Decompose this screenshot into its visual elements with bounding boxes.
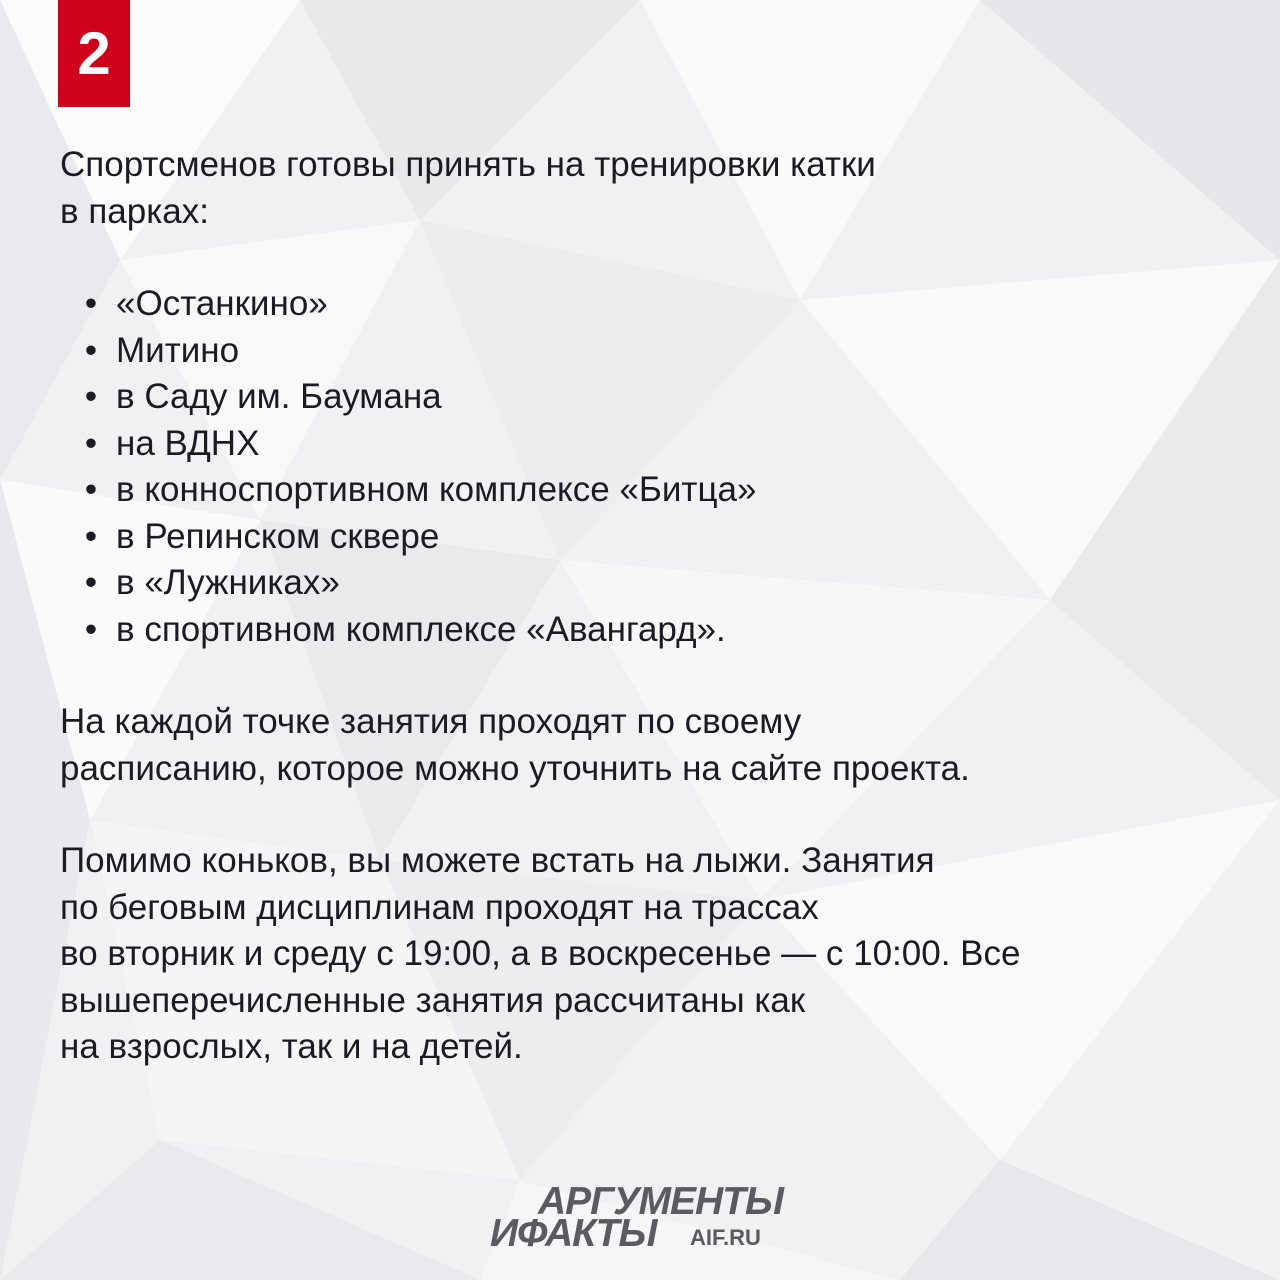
logo-line-bottom: ИФАКТЫ <box>490 1212 657 1255</box>
schedule-paragraph: На каждой точке занятия проходят по своему расписанию, которое можно уточнить на сайте проекта. <box>60 702 970 788</box>
logo-site: AIF.RU <box>690 1225 761 1250</box>
bullet: • <box>84 516 98 556</box>
list-item <box>60 467 1230 514</box>
aif-logo <box>490 1180 820 1260</box>
list-item <box>60 328 1230 375</box>
park-name: Митино <box>116 330 240 370</box>
list-item <box>60 607 1230 654</box>
main-text <box>60 142 1230 1071</box>
list-item <box>60 514 1230 561</box>
parks-list <box>60 281 1230 653</box>
park-name: «Останкино» <box>116 284 328 323</box>
park-name: на ВДНХ <box>116 423 260 463</box>
park-name: в конноспортивном комплексе «Битца» <box>116 470 757 509</box>
intro-paragraph: Спортсменов готовы принять на тренировки катки в парках: <box>60 145 876 231</box>
list-item <box>60 374 1230 421</box>
logo-line-top: АРГУМЕНТЫ <box>538 1180 784 1223</box>
slide-number-badge: 2 <box>58 0 130 107</box>
bullet: • <box>84 609 98 649</box>
bullet: • <box>84 470 98 509</box>
bullet: • <box>84 284 98 323</box>
list-item <box>60 560 1230 607</box>
bullet: • <box>84 377 98 416</box>
ski-paragraph: Помимо коньков, вы можете встать на лыжи. Занятия по беговым дисциплинам проходят на трассах во вторник и среду с 19:00, а в воскресенье — с 10:00. Все вышеперечисленные занятия рассчитаны как на взрослых, так и на детей. <box>60 841 1021 1066</box>
list-item <box>60 421 1230 468</box>
bullet: • <box>84 563 98 602</box>
park-name: в Репинском сквере <box>116 516 440 556</box>
bullet: • <box>84 330 98 370</box>
park-name: в спортивном комплексе «Авангард». <box>116 609 726 649</box>
list-item <box>60 281 1230 328</box>
bullet: • <box>84 423 98 463</box>
park-name: в «Лужниках» <box>116 563 340 602</box>
park-name: в Саду им. Баумана <box>116 377 442 416</box>
